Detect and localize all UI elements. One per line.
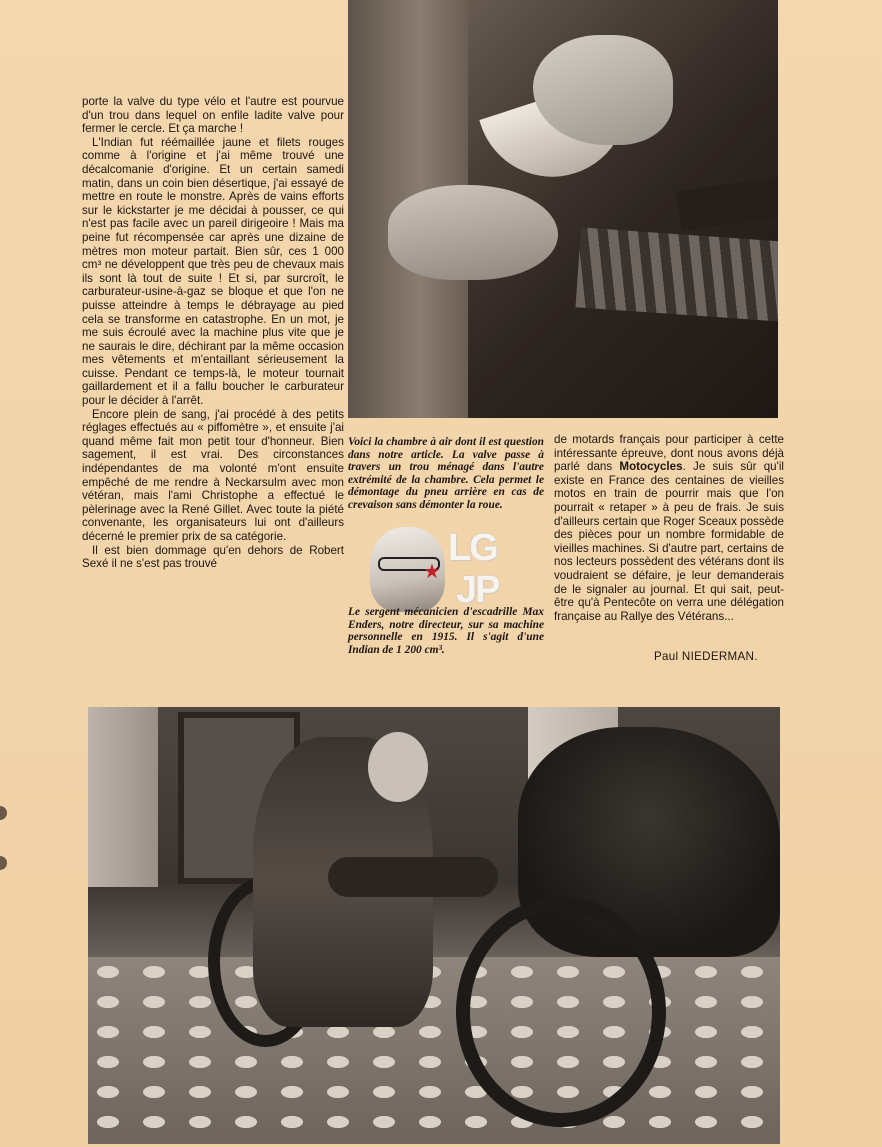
author-signature: Paul NIEDERMAN. xyxy=(654,650,758,663)
photo-cobblestones xyxy=(88,957,780,1144)
photo-front-wheel xyxy=(456,897,666,1127)
photo-wall xyxy=(88,707,158,887)
photo-hand-lower xyxy=(388,185,558,280)
photo-fuel-tank xyxy=(328,857,498,897)
binding-hole xyxy=(0,806,7,820)
paragraph: L'Indian fut réémaillée jaune et filets rouges comme à l'origine et j'ai même trouvé une décalcomanie d'origine. Et un certain samedi matin, dans un coin bien désertique, j'ai essayé de mettre en route le monstre. Après de vains efforts sur le kickstarter je me décidai à pousser, ce qui n'est pas facile avec un pareil dirigeoire ! Mais ma peine fut récompensée car après une dizaine de mètres mon moteur partait. Bien sûr, ces 1 000 cm³ ne développent que très peu de chevaux mais ils sont là tout de suite ! Et si, par surcroît, le carburateur-usine-à-gaz se bloque et que l'on ne puisse atteindre à temps le débrayage au pied cela se transforme en catastrophe. En un mot, je me suis écroulé avec la machine plus vite que je ne saurais le dire, déchirant par la même occasion mes vêtements et m'entaillant sérieusement la cuisse. Pendant ce temps-là, le moteur tournait gaillardement et il a fallu boucher le carburateur pour le décider à l'arrêt. xyxy=(82,135,344,408)
binding-hole xyxy=(0,856,7,870)
photo-wheel-rim xyxy=(676,169,778,231)
article-column-right xyxy=(554,433,784,623)
magazine-name: Motocycles xyxy=(619,460,683,474)
text-run: . Je suis sûr qu'il existe en France des centaines de vieilles motos en train de pourrir mais que l'on pourrait « retaper » à peu de frais. Je suis d'ailleurs certain que Roger Sceaux possède des pièces pour un nombre formidable de vieilles machines. Si d'autre part, certains de nos lecteurs possèdent des vétérans dont ils voudraient se défaire, je leur demanderais de le signaler au journal. Et qui sait, peut-être qu'à Pentecôte on verra une délégation française au Rallye des Vétérans... xyxy=(554,460,784,623)
photo-tyre-tread xyxy=(575,227,778,322)
caption-max-enders xyxy=(348,606,544,656)
caption-text: Le sergent mécanicien d'escadrille Max Enders, notre directeur, sur sa machine personnelle en 1915. Il s'agit d'une Indian de 1 200 cm³. xyxy=(348,606,544,656)
photo-rider-head xyxy=(368,732,428,802)
motorcycle-rider-photo xyxy=(88,707,780,1144)
red-star-icon: ★ xyxy=(423,561,441,583)
logo-line-1: LG xyxy=(448,527,497,569)
logo-line-2: JP xyxy=(456,569,499,611)
paragraph: Il est bien dommage qu'en dehors de Robert Sexé il ne s'est pas trouvé xyxy=(82,543,344,571)
caption-text: Voici la chambre à air dont il est question dans notre article. La valve passe à travers un trou ménagé dans l'autre extrémité de la chambre. Cela permet le démontage du pneu arrière en cas de crevaison sans démonter la roue. xyxy=(348,436,544,511)
text-run: de motards français pour participer à cette intéressante épreuve, dont nous avons déjà parlé dans xyxy=(554,433,784,474)
caption-inner-tube xyxy=(348,436,544,512)
article-column-left xyxy=(82,95,344,571)
paragraph xyxy=(554,433,784,623)
paragraph: porte la valve du type vélo et l'autre est pourvue d'un trou dans lequel on enfile ladite valve pour fermer le cercle. Et ça marche ! xyxy=(82,95,344,136)
photo-hand-upper xyxy=(533,35,673,145)
paragraph: Encore plein de sang, j'ai procédé à des petits réglages effectués au « piffomètre », et ensuite j'ai quand même fait mon petit tour d'honneur. Bien sagement, il est vrai. Des circonstances indépendantes de ma volonté m'ont ensuite empêché de me rendre à Neckarsulm avec mon vétéran, mais l'ami Christophe a effectué le pèlerinage avec la René Gillet. Avec toute la piété convenante, les organisateurs lui ont d'ailleurs décerné le premier prix de sa catégorie. xyxy=(82,407,344,543)
inner-tube-photo xyxy=(348,0,778,418)
